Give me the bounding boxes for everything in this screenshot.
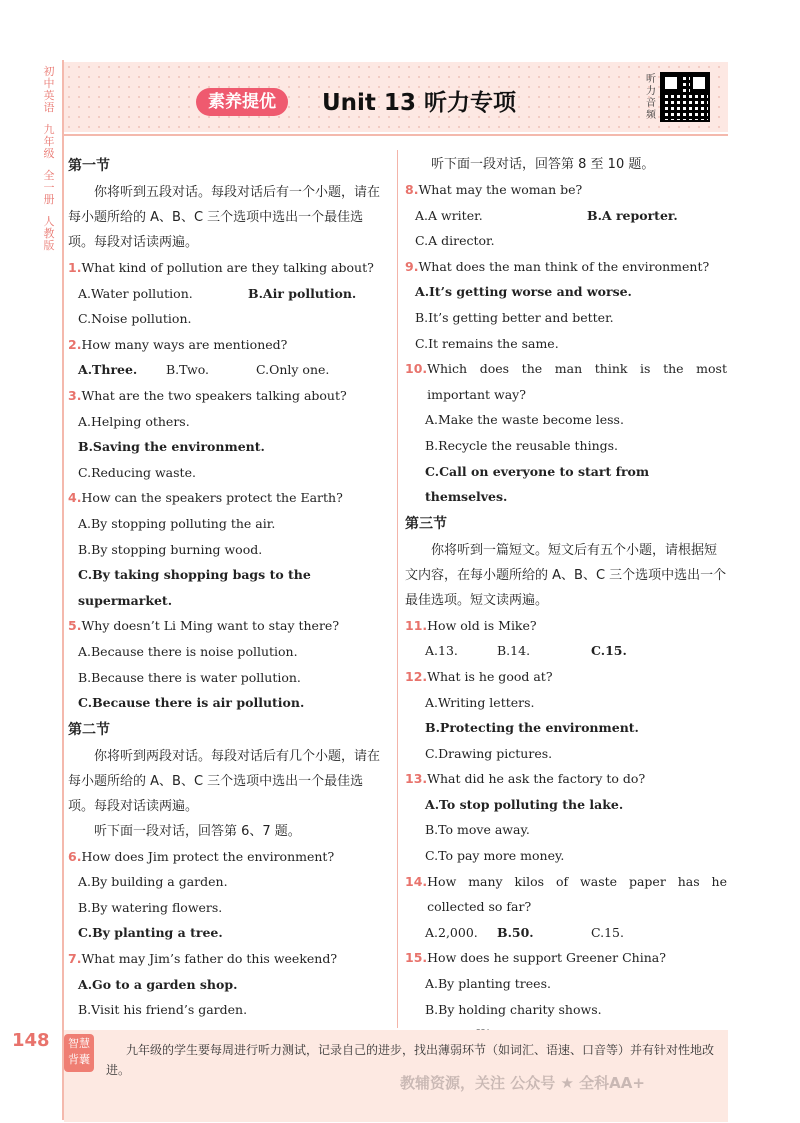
section-3-title: 第三节 [405,515,447,532]
option-c: C.Reducing waste. [78,464,196,480]
option-a: A.By planting trees. [425,976,551,992]
question-4: 4. How can the speakers protect the Earth? [68,490,343,506]
option-b: B.To move away. [425,822,530,838]
option-c: C.Drawing pictures. [425,745,553,761]
option-a: A.A writer. [415,207,483,223]
question-7: 7. What may Jim’s father do this weekend? [68,951,338,967]
option-a: A.Helping others. [78,413,190,429]
question-11-options [405,638,727,664]
section-2-title: 第二节 [68,721,110,738]
qr-label: 听力音频 [646,74,656,121]
section-1-title: 第一节 [68,158,110,174]
question-13: 13. What did he ask the factory to do? [405,771,646,787]
question-14: 14. How many kilos of waste paper has he collected so far? [405,873,727,915]
question-5: 5. Why doesn’t Li Ming want to stay there? [68,618,340,634]
question-14-options [405,920,727,946]
option-b: B.50. [497,924,534,940]
option-a: A.2,000. [425,924,478,940]
question-10: 10. Which does the man think is the most important way? [405,361,727,402]
side-label-line2: 九 年 级 [43,123,55,160]
option-a: A.Three. [78,362,138,378]
option-c: C.Call on everyone to start from themselves. [425,463,650,505]
question-15: 15. How does he support Greener China? [405,950,666,966]
option-c: C.Noise pollution. [78,311,192,327]
option-b: B.It’s getting better and better. [415,309,614,325]
option-a: A.By building a garden. [78,874,228,890]
option-a: A.By stopping polluting the air. [78,515,276,531]
option-b: B.Air pollution. [248,285,357,301]
question-8-options-ab [405,203,727,229]
footer-badge: 智慧背囊 [64,1034,94,1072]
option-c: C.By taking shopping bags to the supermarket. [78,567,311,608]
option-b: B.By holding charity shows. [425,1001,602,1017]
option-a: A.Make the waste become less. [425,412,624,428]
option-c: C.By planting a tree. [78,925,223,941]
option-c: C.A director. [415,233,495,249]
section-3-intro: 你将听到一篇短文。短文后有五个小题，请根据短文内容，在每小题所给的 A、B、C 三个选项中选出一个最佳选项。短文读两遍。 [405,542,727,608]
header-divider [64,134,728,136]
header-badge: 素养提优 [196,88,288,116]
option-a: A.It’s getting worse and worse. [415,284,632,300]
option-a: A.Writing letters. [425,694,535,710]
option-b: B.Visit his friend’s garden. [78,1002,248,1018]
column-divider [397,150,398,1028]
question-1-options-ab [68,281,388,307]
option-b: B.Saving the environment. [78,439,265,455]
page-number: 148 [12,1030,50,1051]
option-c: C.It remains the same. [415,335,559,351]
question-11: 11. How old is Mike? [405,617,537,633]
option-b: B.Protecting the environment. [425,720,639,736]
side-rule [62,60,64,1120]
question-2-options [68,357,388,383]
section-1-intro: 你将听到五段对话。每段对话后有一个小题，请在每小题所给的 A、B、C 三个选项中选出一个最佳选项。每段对话读两遍。 [68,185,381,250]
question-3: 3. What are the two speakers talking about? [68,387,347,403]
question-8: 8. What may the woman be? [405,182,583,197]
option-b: B.Two. [166,362,210,378]
option-c: C.To pay more money. [425,848,565,864]
option-c: C.15. [591,924,624,940]
option-c: C.Because there is air pollution. [78,695,305,711]
option-a: A.To stop polluting the lake. [425,796,624,812]
option-a: A.Water pollution. [78,285,193,301]
option-b: B.By stopping burning wood. [78,541,263,557]
option-b: B.Recycle the reusable things. [425,437,619,453]
right-column [405,152,727,1048]
question-6: 6. How does Jim protect the environment? [68,848,335,864]
option-c: C.15. [591,643,627,659]
option-c: C.Only one. [256,362,330,378]
option-b: B.By watering flowers. [78,899,223,915]
side-label-line1: 初 中 英 语 [43,65,55,114]
left-column [68,152,388,1048]
question-12: 12. What is he good at? [405,668,553,684]
page-title: Unit 13 听力专项 [322,90,516,116]
option-a: A.13. [425,643,458,659]
option-a: A.Go to a garden shop. [78,976,238,992]
option-b: B.14. [497,643,531,659]
side-label-line4: 人 教 版 [43,215,55,252]
option-a: A.Because there is noise pollution. [78,643,298,659]
option-b: B.Because there is water pollution. [78,669,301,685]
footer-tip: 九年级的学生要每周进行听力测试，记录自己的进步，找出薄弱环节（如词汇、语速、口音等）并有针对性地改进。 [106,1043,715,1077]
watermark: 教辅资源，关注 公众号 ★ 全科AA+ [400,1074,645,1092]
qr-code-icon[interactable] [662,74,708,120]
question-1: 1. What kind of pollution are they talking about? [68,260,374,275]
section-2-intro: 你将听到两段对话。每段对话后有几个小题，请在每小题所给的 A、B、C 三个选项中选出一个最佳选项。每段对话读两遍。 [68,748,381,814]
question-9: 9. What does the man think of the environment? [405,258,710,274]
side-label [40,66,58,252]
section-2-sub-1: 听下面一段对话，回答第 6、7 题。 [94,823,301,839]
section-2-sub-2: 听下面一段对话，回答第 8 至 10 题。 [431,157,655,172]
side-label-line3: 全 一 册 [43,169,55,206]
question-2: 2. How many ways are mentioned? [68,336,288,352]
option-b: B.A reporter. [587,207,678,223]
